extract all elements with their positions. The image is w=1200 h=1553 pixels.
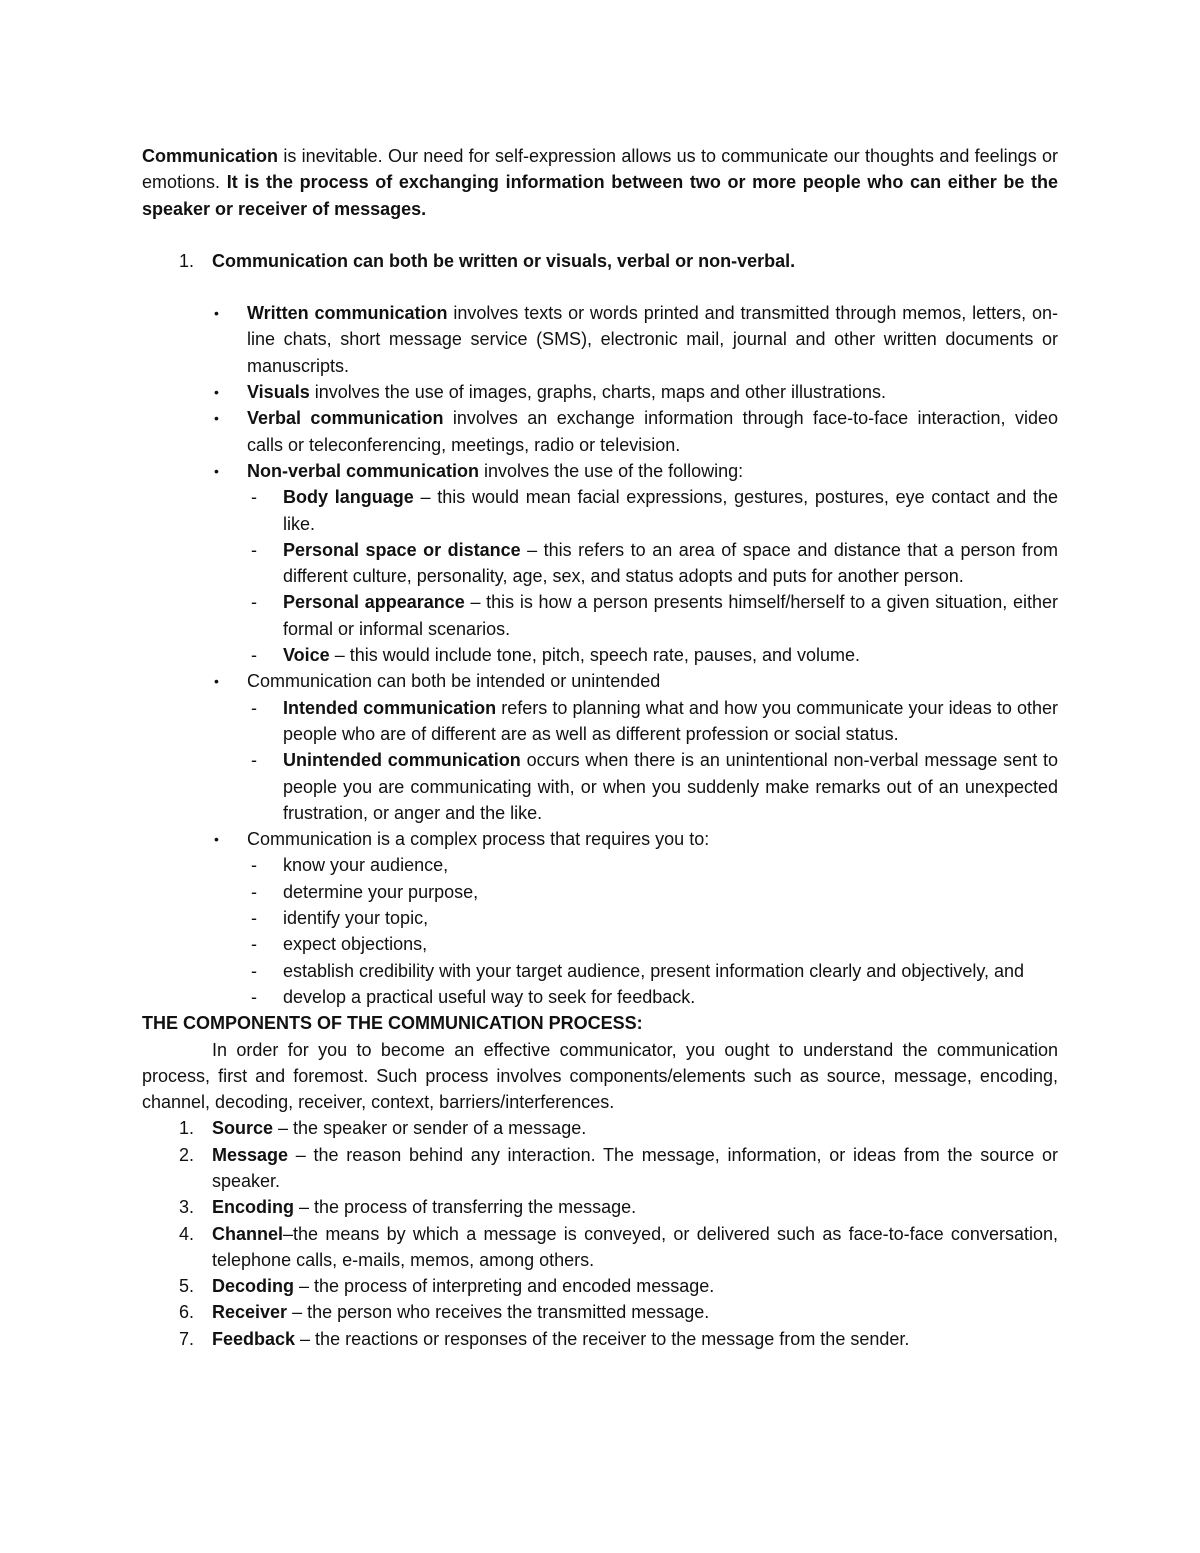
component-text bbox=[212, 1273, 1058, 1299]
spacer bbox=[142, 274, 1058, 300]
components-intro: In order for you to become an effective communicator, you ought to understand the communication process, first and foremost. Such process involves components/elements such as source, message, encoding, channel, decoding, receiver, context, barriers/interferences. bbox=[142, 1039, 1058, 1113]
bullet-item bbox=[142, 379, 1058, 405]
component-number: 3. bbox=[178, 1197, 194, 1218]
bullet-term: Verbal communication bbox=[247, 408, 444, 429]
intro-text: is inevitable. Our need for self-expression allows us to communicate our thoughts and feelings or emotions. bbox=[142, 146, 1058, 193]
components-heading-text: THE COMPONENTS OF THE COMMUNICATION PROCESS: bbox=[142, 1013, 643, 1034]
dash-text bbox=[283, 695, 1058, 748]
component-text bbox=[212, 1221, 1058, 1274]
dash-marker: - bbox=[251, 881, 257, 902]
dash-term: Intended communication bbox=[283, 697, 497, 718]
dash-text bbox=[283, 484, 1058, 537]
dash-text bbox=[283, 589, 1058, 642]
component-term: Feedback bbox=[212, 1328, 296, 1349]
dash-text bbox=[283, 642, 1058, 668]
bullet-description: involves the use of images, graphs, charts, maps and other illustrations. bbox=[309, 382, 887, 403]
spacer bbox=[142, 222, 1058, 248]
dash-marker: - bbox=[251, 697, 257, 718]
component-description: – the speaker or sender of a message. bbox=[273, 1118, 587, 1139]
bullet-text bbox=[247, 379, 1058, 405]
component-description: – the reason behind any interaction. The message, information, or ideas from the source or speaker. bbox=[212, 1144, 1058, 1191]
dash-description: – this is how a person presents himself/herself to a given situation, either formal or informal scenarios. bbox=[283, 592, 1058, 639]
dash-item bbox=[142, 984, 1058, 1010]
dash-term: Voice bbox=[283, 645, 330, 666]
section-heading-text: Communication can both be written or visuals, verbal or non-verbal. bbox=[212, 250, 796, 271]
component-item bbox=[142, 1273, 1058, 1299]
bullet-text bbox=[247, 300, 1058, 379]
components-heading bbox=[142, 1010, 1058, 1036]
bullet-term: Visuals bbox=[247, 382, 310, 403]
component-text bbox=[212, 1299, 1058, 1325]
component-term: Source bbox=[212, 1118, 274, 1139]
bullet-icon: • bbox=[214, 410, 219, 427]
bullet-description: involves the use of the following: bbox=[479, 460, 744, 481]
dash-marker: - bbox=[251, 855, 257, 876]
component-description: – the reactions or responses of the receiver to the message from the sender. bbox=[295, 1328, 910, 1349]
dash-text: establish credibility with your target audience, present information clearly and objectively, and bbox=[283, 960, 1025, 981]
dash-marker: - bbox=[251, 934, 257, 955]
dash-item bbox=[142, 905, 1058, 931]
dash-description: – this refers to an area of space and distance that a person from different culture, personality, age, sex, and status adopts and puts for another person. bbox=[283, 539, 1058, 587]
dash-marker: - bbox=[251, 986, 257, 1007]
intro-paragraph bbox=[142, 143, 1058, 222]
dash-text: identify your topic, bbox=[283, 908, 429, 929]
dash-marker: - bbox=[251, 960, 257, 981]
dash-marker: - bbox=[251, 592, 257, 613]
intro-definition: It is the process of exchanging information between two or more people who can either be the speaker or receiver of messages. bbox=[142, 172, 1059, 219]
dash-text bbox=[283, 537, 1058, 590]
document-body bbox=[142, 143, 1058, 1352]
dash-text: determine your purpose, bbox=[283, 881, 479, 902]
bullet-term: Written communication bbox=[247, 303, 448, 324]
dash-text: know your audience, bbox=[283, 855, 449, 876]
dash-item bbox=[142, 931, 1058, 957]
component-text bbox=[212, 1115, 1058, 1141]
dash-item bbox=[142, 537, 1058, 590]
component-text bbox=[212, 1194, 1058, 1220]
component-term: Decoding bbox=[212, 1276, 295, 1297]
dash-marker: - bbox=[251, 539, 257, 560]
dash-description: occurs when there is an unintentional non-verbal message sent to people you are communicating with, or when you suddenly make remarks out of an unexpected frustration, or anger and the like. bbox=[283, 750, 1058, 823]
component-number: 6. bbox=[178, 1302, 194, 1323]
dash-marker: - bbox=[251, 645, 257, 666]
dash-item bbox=[142, 589, 1058, 642]
component-text bbox=[212, 1142, 1058, 1195]
component-item bbox=[142, 1142, 1058, 1195]
component-item bbox=[142, 1299, 1058, 1325]
dash-term: Unintended communication bbox=[283, 750, 521, 771]
intro-term: Communication bbox=[142, 146, 279, 166]
dash-item bbox=[142, 958, 1058, 984]
component-text bbox=[212, 1326, 1058, 1352]
dash-text: expect objections, bbox=[283, 934, 428, 955]
bullet-description: involves texts or words printed and transmitted through memos, letters, on-line chats, short message service (SMS), electronic mail, journal and other written documents or manuscripts. bbox=[247, 303, 1058, 376]
component-item bbox=[142, 1326, 1058, 1352]
dash-term: Body language bbox=[283, 487, 414, 508]
component-term: Channel bbox=[212, 1223, 284, 1244]
bullet-icon: • bbox=[214, 462, 219, 479]
dash-text: develop a practical useful way to seek for feedback. bbox=[283, 986, 696, 1007]
bullet-description: involves an exchange information through face-to-face interaction, video calls or teleconferencing, meetings, radio or television. bbox=[247, 408, 1058, 455]
dash-item bbox=[142, 484, 1058, 537]
bullet-icon: • bbox=[214, 305, 219, 322]
dash-item bbox=[142, 695, 1058, 748]
bullet-text bbox=[247, 405, 1058, 458]
component-description: –the means by which a message is conveyed, or delivered such as face-to-face conversation, telephone calls, e-mails, memos, among others. bbox=[212, 1223, 1058, 1270]
dash-description: – this would include tone, pitch, speech rate, pauses, and volume. bbox=[329, 645, 861, 666]
dash-item bbox=[142, 879, 1058, 905]
bullet-item bbox=[142, 300, 1058, 379]
bullet-item bbox=[142, 405, 1058, 458]
dash-item bbox=[142, 852, 1058, 878]
dash-item bbox=[142, 642, 1058, 668]
component-description: – the process of transferring the message. bbox=[294, 1197, 637, 1218]
dash-description: refers to planning what and how you communicate your ideas to other people who are of different are as well as different profession or social status. bbox=[283, 697, 1058, 744]
component-description: – the process of interpreting and encoded message. bbox=[294, 1276, 715, 1297]
component-item bbox=[142, 1115, 1058, 1141]
component-number: 5. bbox=[178, 1276, 194, 1297]
component-term: Message bbox=[212, 1144, 289, 1165]
component-term: Encoding bbox=[212, 1197, 294, 1218]
dash-description: – this would mean facial expressions, gestures, postures, eye contact and the like. bbox=[283, 487, 1058, 534]
dash-marker: - bbox=[251, 908, 257, 929]
bullet-term: Non-verbal communication bbox=[247, 460, 480, 481]
component-number: 7. bbox=[178, 1328, 194, 1349]
bullet-item bbox=[142, 458, 1058, 484]
dash-marker: - bbox=[251, 750, 257, 771]
section-heading bbox=[142, 248, 1058, 274]
component-description: – the person who receives the transmitted message. bbox=[287, 1302, 710, 1323]
bullet-text: Communication is a complex process that requires you to: bbox=[247, 829, 710, 850]
component-item bbox=[142, 1221, 1058, 1274]
bullet-text bbox=[247, 458, 1058, 484]
dash-marker: - bbox=[251, 487, 257, 508]
component-term: Receiver bbox=[212, 1302, 288, 1323]
bullet-icon: • bbox=[214, 831, 219, 848]
bullet-icon: • bbox=[214, 384, 219, 401]
dash-text bbox=[283, 747, 1058, 826]
bullet-item bbox=[142, 826, 1058, 852]
component-item bbox=[142, 1194, 1058, 1220]
component-number: 4. bbox=[178, 1223, 194, 1244]
dash-term: Personal space or distance bbox=[283, 539, 521, 560]
component-number: 2. bbox=[178, 1144, 194, 1165]
bullet-icon: • bbox=[214, 673, 219, 690]
component-number: 1. bbox=[178, 1118, 194, 1139]
dash-item bbox=[142, 747, 1058, 826]
bullet-text: Communication can both be intended or unintended bbox=[247, 671, 661, 692]
bullet-item bbox=[142, 668, 1058, 694]
section-number: 1. bbox=[178, 250, 194, 271]
dash-term: Personal appearance bbox=[283, 592, 465, 613]
